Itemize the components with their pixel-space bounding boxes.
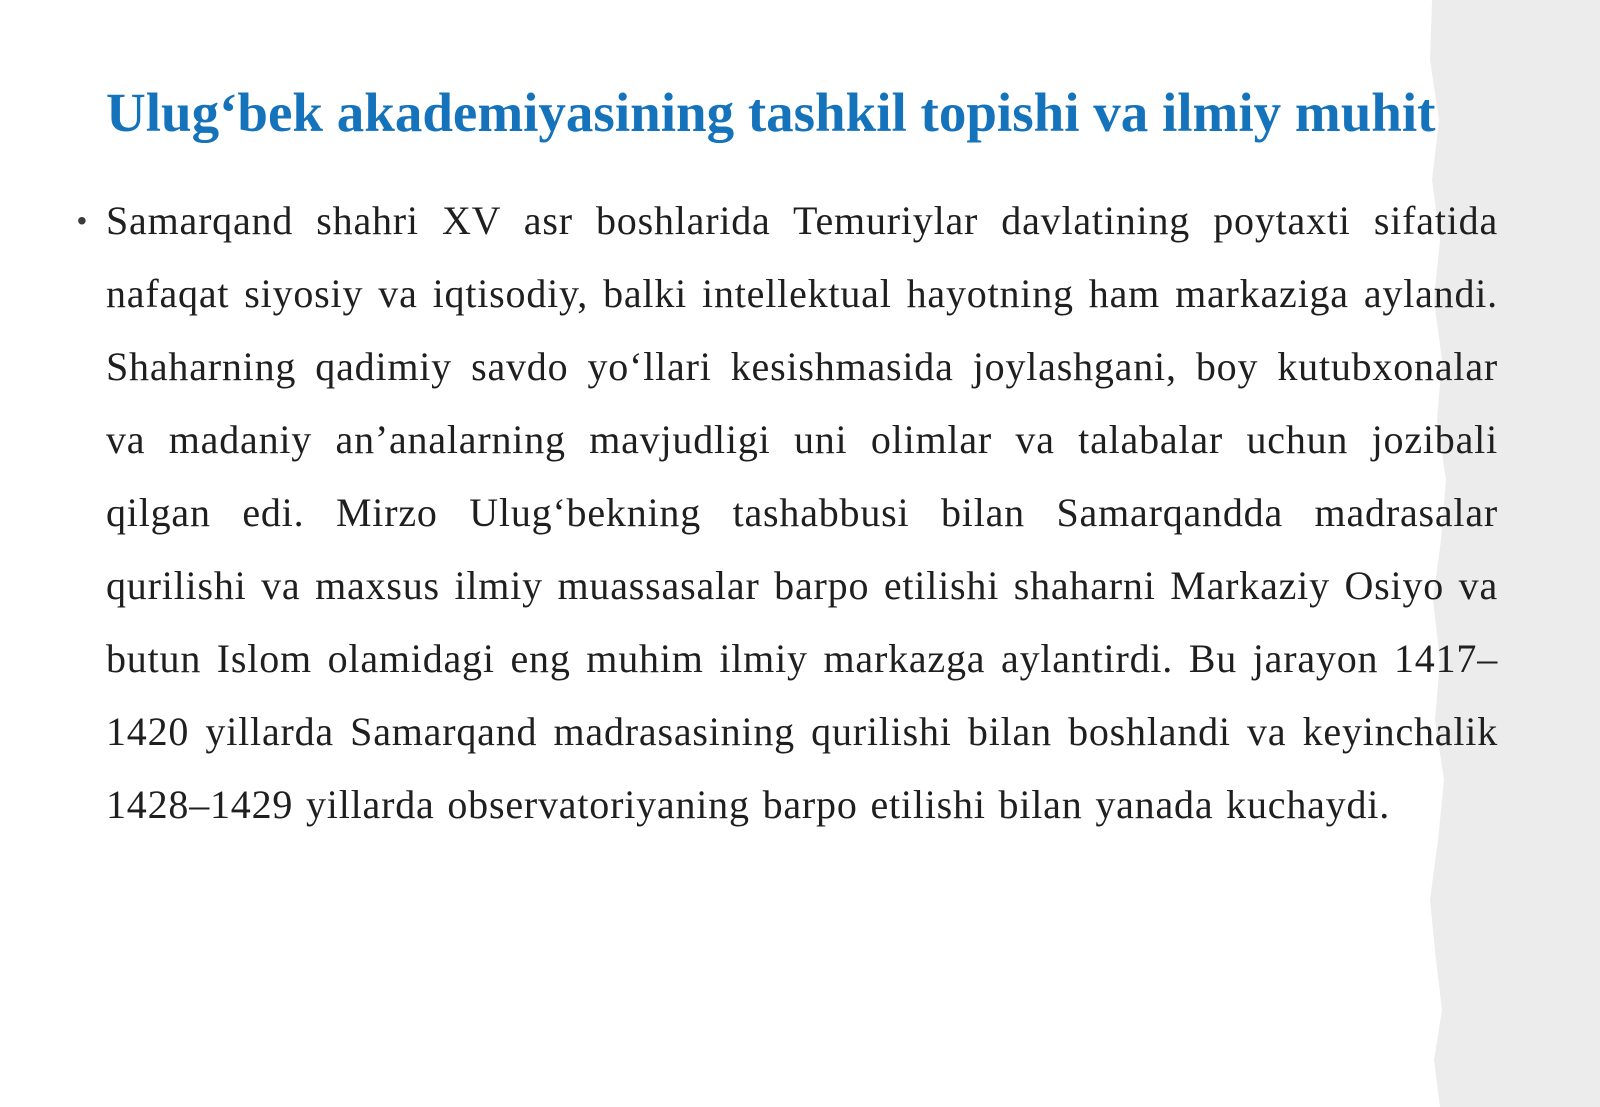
bullet-item: [77, 184, 1498, 841]
bullet-text: Samarqand shahri XV asr boshlarida Temuriylar davlatining poytaxti sifatida nafaqat siyosiy va iqtisodiy, balki intellektual hayotning ham markaziga aylandi. Shaharning qadimiy savdo yo‘llari kesishmasida joylashgani, boy kutubxonalar va madaniy an’analarning mavjudligi uni olimlar va talabalar uchun jozibali qilgan edi. Mirzo Ulug‘bekning tashabbusi bilan Samarqandda madrasalar qurilishi va maxsus ilmiy muassasalar barpo etilishi shaharni Markaziy Osiyo va butun Islom olamidagi eng muhim ilmiy markazga aylantirdi. Bu jarayon 1417–1420 yillarda Samarqand madrasasining qurilishi bilan boshlandi va keyinchalik 1428–1429 yillarda observatoriyaning barpo etilishi bilan yanada kuchaydi.: [106, 198, 1498, 827]
bullet-list: [77, 184, 1498, 841]
bullet-icon: •: [77, 205, 88, 236]
slide-title: Ulug‘bek akademiyasining tashkil topishi va ilmiy muhit: [106, 82, 1436, 143]
